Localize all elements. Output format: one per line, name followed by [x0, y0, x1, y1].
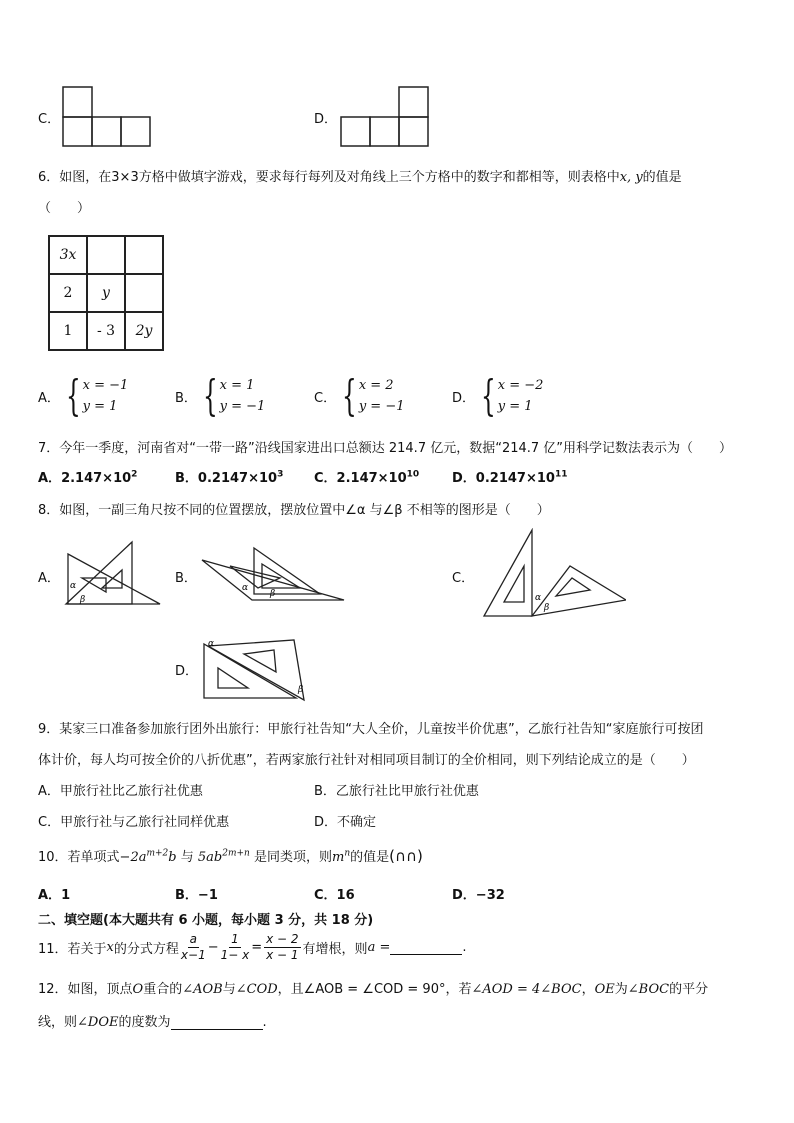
system-row: x = −2	[497, 378, 544, 393]
grid-cell: y	[87, 274, 125, 312]
option-label: D．	[314, 815, 338, 830]
exponent: 10	[406, 469, 420, 480]
option-text: 0.2147×10	[475, 471, 555, 486]
grid-cell: 3x	[49, 236, 87, 274]
exponent: 2	[131, 469, 138, 480]
left-brace-icon: {	[481, 371, 496, 420]
numerator: a	[189, 932, 197, 946]
system-row: y = −1	[219, 399, 266, 414]
q5-option-c-figure	[62, 86, 154, 148]
grid-cell: - 3	[87, 312, 125, 350]
monomial-2: 5ab	[197, 850, 223, 865]
option-text: 1	[61, 888, 71, 903]
angle-cod: ∠COD	[235, 982, 278, 997]
grid-cell: 1	[49, 312, 87, 350]
q9-option-a	[38, 780, 203, 799]
q12-stem-line2	[38, 1011, 267, 1030]
q8-option-c-label: C．	[452, 571, 475, 586]
q6-number: 6．	[38, 170, 60, 185]
system-row: x = −1	[82, 378, 129, 393]
exponent: 3	[277, 469, 284, 480]
q12-condition: ，且∠AOB = ∠COD = 90°，若	[277, 982, 472, 997]
q12-comma: ，	[581, 982, 595, 997]
option-label: A．	[38, 390, 60, 406]
q11-pre: 11．若关于	[38, 942, 107, 957]
option-text: 0.2147×10	[197, 471, 278, 486]
q7-option-d	[452, 467, 567, 486]
equals-sign: =	[251, 940, 263, 955]
minus-sign: −	[207, 940, 219, 955]
q10-post: 是同类项，则	[254, 850, 333, 865]
point-o: O	[132, 982, 144, 997]
q11-var: x	[106, 940, 114, 955]
beta-label: β	[80, 595, 86, 605]
option-label: A．	[38, 471, 62, 486]
system-row: x = 1	[219, 378, 255, 393]
q8-option-a-label: A．	[38, 571, 60, 586]
option-label: C．	[314, 888, 337, 903]
option-label: B．	[314, 784, 336, 799]
alpha-label: α	[208, 639, 215, 649]
exponent: n	[344, 848, 351, 859]
ray-oe: OE	[594, 982, 615, 997]
q6-magic-grid	[48, 235, 164, 351]
exponent: m+2	[146, 848, 169, 859]
q8-figure-c	[480, 528, 626, 620]
q11-mid: 的分式方程	[113, 942, 179, 957]
angle-aod: ∠AOD = 4∠BOC	[471, 982, 582, 997]
option-text: 2.147×10	[61, 471, 132, 486]
q10-pre: 10．若单项式	[38, 850, 120, 865]
option-text: 不确定	[337, 815, 377, 830]
answer-blank[interactable]	[390, 940, 462, 955]
q6-vars: x, y	[619, 170, 643, 185]
denominator: x − 1	[266, 948, 299, 962]
left-brace-icon: {	[342, 371, 357, 420]
q5-option-d-figure	[340, 86, 432, 148]
angle-boc: ∠BOC	[627, 982, 670, 997]
denominator: 1− x	[220, 948, 250, 962]
option-text: 2.147×10	[336, 471, 407, 486]
power-base: m	[332, 850, 345, 865]
q12-is: 为	[614, 982, 628, 997]
q12-text: 重合的	[143, 982, 183, 997]
alpha-label: α	[242, 583, 249, 593]
option-label: B．	[175, 390, 197, 406]
grid-cell	[87, 236, 125, 274]
q6-text-a: 如图，在3×3方格中做填字游戏，要求每行每列及对角线上三个方格中的数字和都相等，则表格中	[59, 170, 620, 185]
monomial-1: −2a	[119, 850, 147, 865]
q6-option-a	[38, 371, 129, 420]
q6-option-c	[314, 371, 405, 420]
option-label: C．	[314, 471, 337, 486]
q12-line2-post: 的度数为	[118, 1015, 171, 1030]
q8-option-d-label: D．	[175, 664, 199, 679]
option-label: C．	[314, 390, 337, 406]
q8-figure-b	[200, 544, 348, 608]
left-brace-icon: {	[202, 371, 218, 420]
left-brace-icon: {	[65, 371, 81, 420]
grid-cell	[125, 274, 163, 312]
system-row: y = 1	[497, 399, 533, 414]
option-text: 乙旅行社比甲旅行社优惠	[335, 784, 479, 799]
q9-option-b	[314, 780, 479, 799]
q5-option-c-label: C．	[38, 112, 61, 127]
q5-option-d-label: D．	[314, 112, 338, 127]
q12-line2-pre: 线，则	[38, 1015, 78, 1030]
option-label: D．	[452, 888, 476, 903]
q8-option-b-label: B．	[175, 571, 197, 586]
section-heading: 二、填空题(本大题共有 6 小题，每小题 3 分，共 18 分)	[38, 913, 374, 928]
q8-figure-a	[62, 540, 164, 608]
q9-stem-line1: 9．某家三口准备参加旅行团外出旅行：甲旅行社告知“大人全价，儿童按半价优惠”，乙旅行社告知“家庭旅行可按团	[38, 722, 704, 737]
denominator: x−1	[180, 948, 206, 962]
q7-option-c	[314, 467, 419, 486]
grid-cell	[125, 236, 163, 274]
q11-end: .	[462, 940, 467, 955]
q7-option-b	[175, 467, 283, 486]
alpha-label: α	[535, 593, 542, 603]
q10-option-c	[314, 884, 355, 903]
exponent: 2m+n	[222, 848, 250, 859]
q7-option-a	[38, 467, 137, 486]
system-row: y = −1	[358, 399, 405, 414]
system-row: x = 2	[358, 378, 394, 393]
q12-stem-line1	[38, 978, 708, 997]
option-text: −32	[475, 888, 505, 903]
beta-label: β	[298, 685, 304, 695]
option-label: D．	[452, 471, 476, 486]
fraction-3	[264, 932, 300, 963]
option-label: B．	[175, 471, 198, 486]
q10-stem	[38, 846, 423, 865]
q9-option-d	[314, 811, 376, 830]
q6-option-d	[452, 371, 544, 420]
option-text: 甲旅行社与乙旅行社同样优惠	[60, 815, 230, 830]
numerator: 1	[231, 932, 239, 946]
monomial-1-b: b	[168, 850, 177, 865]
option-label: A．	[38, 888, 62, 903]
q10-mid: 与	[180, 850, 194, 865]
q6-stem	[38, 166, 682, 185]
q12-and: 与	[222, 982, 236, 997]
fraction-1	[181, 932, 206, 963]
q8-stem: 8．如图，一副三角尺按不同的位置摆放，摆放位置中∠α 与∠β 不相等的图形是（ ）	[38, 503, 550, 518]
q10-option-a	[38, 884, 70, 903]
fraction-2	[221, 932, 250, 963]
q11-a-var: a =	[367, 940, 391, 955]
q10-post2: 的值是	[350, 850, 390, 865]
system-row: y = 1	[82, 399, 118, 414]
q6-option-b	[175, 371, 266, 420]
q11-stem	[38, 932, 466, 963]
option-text: 甲旅行社比乙旅行社优惠	[59, 784, 203, 799]
angle-doe: ∠DOE	[77, 1015, 119, 1030]
option-text: 16	[336, 888, 355, 903]
option-label: C．	[38, 815, 61, 830]
angle-aob: ∠AOB	[182, 982, 223, 997]
grid-cell: 2y	[125, 312, 163, 350]
exponent: 11	[554, 469, 568, 480]
q9-option-c	[38, 811, 229, 830]
q6-text-b: 的值是	[642, 170, 682, 185]
q11-post: 有增根，则	[302, 942, 368, 957]
option-text: −1	[197, 888, 218, 903]
grid-cell: 2	[49, 274, 87, 312]
answer-blank[interactable]	[171, 1015, 263, 1030]
q10-paren: (∩∩)	[389, 847, 423, 865]
q12-bisect: 的平分	[669, 982, 709, 997]
q6-paren: （ ）	[38, 201, 91, 216]
q10-option-d	[452, 884, 505, 903]
q7-stem: 7．今年一季度，河南省对“一带一路”沿线国家进出口总额达 214.7 亿元，数据“214.7 亿”用科学记数法表示为（ ）	[38, 441, 733, 456]
q9-stem-line2: 体计价，每人均可按全价的八折优惠”，若两家旅行社针对相同项目制订的全价相同，则下列结论成立的是（ ）	[38, 753, 695, 768]
q8-figure-d	[200, 636, 312, 704]
q12-pre: 12．如图，顶点	[38, 982, 133, 997]
q12-end: .	[262, 1015, 267, 1030]
option-label: B．	[175, 888, 198, 903]
q10-option-b	[175, 884, 218, 903]
beta-label: β	[544, 603, 550, 613]
option-label: D．	[452, 390, 476, 406]
alpha-label: α	[70, 581, 77, 591]
option-label: A．	[38, 784, 60, 799]
beta-label: β	[270, 589, 276, 599]
numerator: x − 2	[266, 932, 299, 946]
